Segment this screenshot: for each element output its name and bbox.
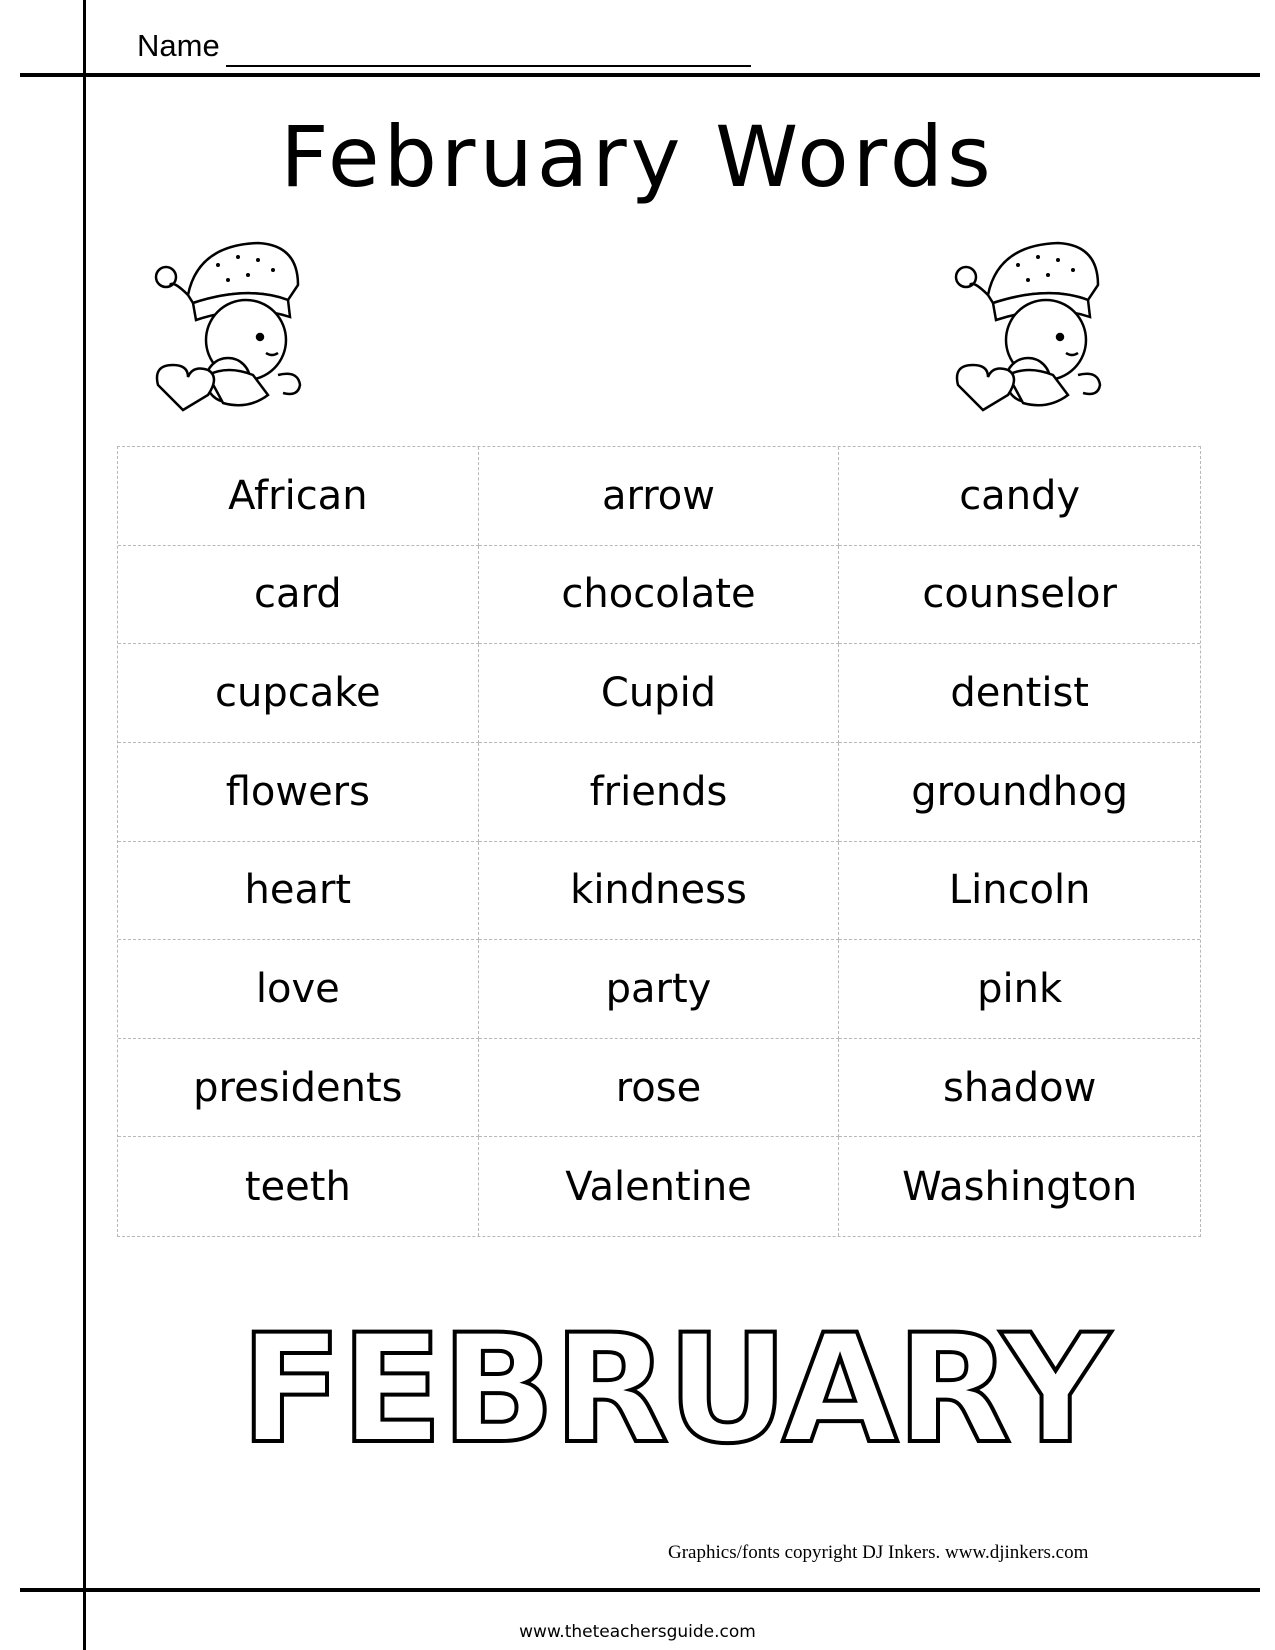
word-cell: Washington: [902, 1163, 1138, 1210]
copyright-text: Graphics/fonts copyright DJ Inkers. www.djinkers.com: [668, 1542, 1089, 1563]
february-bubble-letters: FEBRUARY: [240, 1303, 1108, 1477]
word-cell: flowers: [118, 743, 479, 842]
word-cell: Lincoln: [839, 842, 1200, 941]
word-grid: [117, 446, 1201, 1237]
word-cell: cupcake: [118, 644, 479, 743]
footer-url: www.theteachersguide.com: [519, 1622, 756, 1642]
bear-with-heart-icon: [148, 225, 318, 415]
bottom-rule: [20, 1588, 1260, 1592]
top-rule: [20, 73, 1260, 77]
word-cell: counselor: [839, 546, 1200, 645]
word-cell: Valentine: [479, 1137, 840, 1236]
bear-with-heart-icon: [948, 225, 1118, 415]
word-cell: arrow: [479, 447, 840, 546]
word-cell: shadow: [839, 1039, 1200, 1138]
word-cell: presidents: [118, 1039, 479, 1138]
word-cell: love: [118, 940, 479, 1039]
word-cell: chocolate: [479, 546, 840, 645]
left-margin-line: [83, 0, 86, 1650]
name-field[interactable]: [226, 65, 751, 67]
word-cell: Cupid: [479, 644, 840, 743]
name-label: Name: [137, 28, 220, 63]
word-cell: teeth: [118, 1137, 479, 1236]
word-cell: kindness: [479, 842, 840, 941]
word-cell: heart: [118, 842, 479, 941]
word-cell: party: [479, 940, 840, 1039]
word-cell: African: [118, 447, 479, 546]
word-cell: friends: [479, 743, 840, 842]
word-cell: card: [118, 546, 479, 645]
word-cell: groundhog: [839, 743, 1200, 842]
word-cell: candy: [839, 447, 1200, 546]
word-cell: dentist: [839, 644, 1200, 743]
page-title: February Words: [280, 108, 995, 206]
word-cell: rose: [479, 1039, 840, 1138]
word-cell: pink: [839, 940, 1200, 1039]
